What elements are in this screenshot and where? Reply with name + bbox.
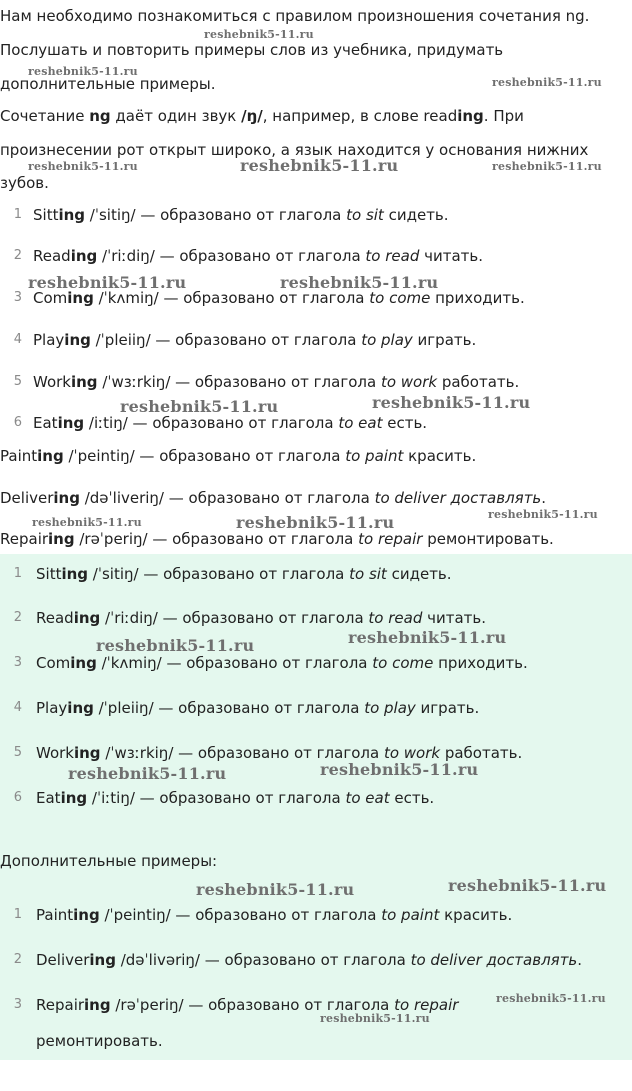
list-item-stem: Play <box>36 699 68 717</box>
answer-block-bottom <box>0 1058 632 1060</box>
list-item-ing: ing <box>53 489 80 507</box>
list-item-text <box>36 788 434 808</box>
list-item-verb: to come <box>369 289 431 307</box>
watermark: reshebnik5-11.ru <box>96 636 255 655</box>
list-item-ing: ing <box>58 206 86 224</box>
list-item-trans: /iːtiŋ/ — образовано от глагола <box>84 414 339 432</box>
watermark: reshebnik5-11.ru <box>68 764 227 783</box>
list-item-verb: to work <box>380 373 438 391</box>
list-item-verb: to come <box>372 654 434 672</box>
list-item-number: 6 <box>13 790 22 805</box>
list-item <box>0 205 632 225</box>
watermark: reshebnik5-11.ru <box>28 273 187 292</box>
list-item-number: 5 <box>13 374 22 389</box>
list-item <box>0 788 632 808</box>
list-item-ing: ing <box>89 951 116 969</box>
list-item-ru: ремонтировать. <box>422 530 554 548</box>
list-item <box>0 446 632 466</box>
list-item <box>0 698 632 718</box>
list-item-ing: ing <box>70 654 97 672</box>
list-item-ing: ing <box>67 289 94 307</box>
list-item-ru: . <box>577 951 583 969</box>
list-item-ing: ing <box>73 744 101 762</box>
list-item <box>0 653 632 673</box>
list-item-ing: ing <box>67 699 94 717</box>
list-item-number: 3 <box>13 290 22 305</box>
intro-line-2: Послушать и повторить примеры слов из учебника, придумать <box>0 41 504 59</box>
watermark: reshebnik5-11.ru <box>120 397 279 416</box>
list-item-trans: /dəˈlivəriŋ/ — образовано от глагола <box>115 951 411 969</box>
list-item <box>0 488 632 508</box>
rule-line-3: зубов. <box>0 174 49 192</box>
list-item-ru: приходить. <box>430 289 525 307</box>
list-item-number: 3 <box>13 655 22 670</box>
list-item-verb: to eat <box>338 414 383 432</box>
list-item-number: 5 <box>13 745 22 760</box>
list-item-trans: /ˈriːdiŋ/ — образовано от глагола <box>100 609 369 627</box>
list-item-ru: читать. <box>422 609 487 627</box>
list-item-stem: Com <box>36 654 71 672</box>
watermark: reshebnik5-11.ru <box>320 1012 430 1025</box>
list-item-trans: /ˈwɜːrkiŋ/ — образовано от глагола <box>100 744 384 762</box>
list-item-stem: Deliver <box>36 951 90 969</box>
list-item-number: 6 <box>13 415 22 430</box>
list-item-trans: /ˈiːtiŋ/ — образовано от глагола <box>87 789 346 807</box>
list-item-stem: Work <box>36 744 74 762</box>
list-item-stem: Read <box>33 247 71 265</box>
list-item-trans: /ˈpleiiŋ/ — образовано от глагола <box>90 331 362 349</box>
list-item-ing: ing <box>84 996 111 1014</box>
list-item-trans: /ˈwɜːrkiŋ/ — образовано от глагола <box>97 373 381 391</box>
list-item-number: 4 <box>13 332 22 347</box>
list-item-trans: /ˈriːdiŋ/ — образовано от глагола <box>97 247 366 265</box>
extra-heading: Дополнительные примеры: <box>0 852 218 870</box>
watermark: reshebnik5-11.ru <box>492 160 602 173</box>
list-item-verb: to play <box>361 331 413 349</box>
watermark: reshebnik5-11.ru <box>348 628 507 647</box>
list-item-text <box>33 246 483 266</box>
watermark: reshebnik5-11.ru <box>320 760 479 779</box>
list-item-trans: /ˈkʌmiŋ/ — образовано от глагола <box>93 289 370 307</box>
list-item-stem: Repair <box>36 996 85 1014</box>
watermark: reshebnik5-11.ru <box>488 508 598 521</box>
watermark: reshebnik5-11.ru <box>32 516 142 529</box>
list-item-ru: работать. <box>440 744 523 762</box>
list-item-ing: ing <box>73 906 100 924</box>
watermark: reshebnik5-11.ru <box>204 28 314 41</box>
list-item-text <box>36 564 452 584</box>
list-item <box>0 905 632 925</box>
list-item-trans: /ˈpeintiŋ/ — образовано от глагола <box>99 906 382 924</box>
list-item-ing: ing <box>61 565 89 583</box>
list-item-number: 1 <box>13 907 22 922</box>
list-item <box>0 246 632 266</box>
watermark: reshebnik5-11.ru <box>28 160 138 173</box>
list-item-ru: красить. <box>439 906 513 924</box>
list-item-trans: /ˈpleiiŋ/ — образовано от глагола <box>93 699 365 717</box>
list-item-trans: /ˈkʌmiŋ/ — образовано от глагола <box>96 654 373 672</box>
list-item-text <box>0 529 554 549</box>
list-item <box>0 564 632 584</box>
list-item-text <box>33 205 449 225</box>
list-item-trans: /dəˈliveriŋ/ — образовано от глагола <box>79 489 375 507</box>
list-item-number: 4 <box>13 700 22 715</box>
watermark: reshebnik5-11.ru <box>280 273 439 292</box>
list-item-verb: to eat <box>345 789 390 807</box>
list-item-trans: /rəˈperiŋ/ — образовано от глагола <box>110 996 395 1014</box>
watermark: reshebnik5-11.ru <box>496 992 606 1005</box>
list-item-verb: to repair <box>358 530 423 548</box>
rule-line-1: Сочетание ng даёт один звук /ŋ/, например, в слове reading. При <box>0 107 524 125</box>
intro-line-1: Нам необходимо познакомиться с правилом произношения сочетания ng. <box>0 7 590 25</box>
list-item-trans: /ˈsitiŋ/ — образовано от глагола <box>85 206 347 224</box>
list-item-number: 1 <box>13 207 22 222</box>
list-item-ru: красить. <box>403 447 477 465</box>
list-item-ing: ing <box>73 609 101 627</box>
list-item-stem: Eat <box>33 414 58 432</box>
list-item-text <box>33 372 519 392</box>
list-item-text <box>36 905 512 925</box>
list-item-text <box>36 608 486 628</box>
list-item-stem: Paint <box>36 906 74 924</box>
list-item-trans: /ˈpeintiŋ/ — образовано от глагола <box>63 447 346 465</box>
watermark: reshebnik5-11.ru <box>492 76 602 89</box>
watermark: reshebnik5-11.ru <box>372 393 531 412</box>
list-item-verb: to sit <box>346 206 384 224</box>
list-item-number: 2 <box>13 610 22 625</box>
watermark: reshebnik5-11.ru <box>448 876 607 895</box>
list-item-stem: Work <box>33 373 71 391</box>
list-item-stem: Read <box>36 609 74 627</box>
list-item-text <box>33 413 427 433</box>
list-item-ru: . <box>541 489 547 507</box>
list-item-verb: to read <box>365 247 420 265</box>
list-item-ru: приходить. <box>433 654 528 672</box>
list-item-text <box>33 330 476 350</box>
list-item-ru: читать. <box>419 247 484 265</box>
list-item-number: 2 <box>13 248 22 263</box>
list-item-ing: ing <box>60 789 88 807</box>
list-item-verb: to deliver доставлять <box>374 489 542 507</box>
list-item-text <box>36 698 479 718</box>
list-item-ru: сидеть. <box>383 206 449 224</box>
list-item-verb: to repair <box>394 996 459 1014</box>
list-item-ru: играть. <box>415 699 480 717</box>
watermark: reshebnik5-11.ru <box>240 156 399 175</box>
list-item-text <box>36 950 582 970</box>
list-item-stem: Sitt <box>36 565 62 583</box>
list-item-stem: Com <box>33 289 68 307</box>
list-item-stem: Paint <box>0 447 38 465</box>
list-item-verb: to read <box>368 609 423 627</box>
extra-list-wrap-line: ремонтировать. <box>36 1032 163 1050</box>
list-item <box>0 330 632 350</box>
list-item-verb: to play <box>364 699 416 717</box>
list-item-ru: есть. <box>389 789 435 807</box>
list-item-ing: ing <box>48 530 75 548</box>
list-item-stem: Sitt <box>33 206 59 224</box>
list-item-verb: to deliver доставлять <box>410 951 578 969</box>
list-item-text <box>36 653 528 673</box>
list-item-ing: ing <box>37 447 64 465</box>
list-item-ru: сидеть. <box>386 565 452 583</box>
list-item-ing: ing <box>64 331 91 349</box>
rule-line-2: произнесении рот открыт широко, а язык находится у основания нижних <box>0 141 589 159</box>
watermark: reshebnik5-11.ru <box>236 513 395 532</box>
list-item-ing: ing <box>57 414 85 432</box>
list-item <box>0 950 632 970</box>
watermark: reshebnik5-11.ru <box>196 880 355 899</box>
list-item-trans: /ˈsitiŋ/ — образовано от глагола <box>88 565 350 583</box>
list-item-ing: ing <box>70 373 98 391</box>
list-item-stem: Repair <box>0 530 49 548</box>
list-item-stem: Play <box>33 331 65 349</box>
list-item <box>0 743 632 763</box>
list-item <box>0 608 632 628</box>
list-item-verb: to work <box>383 744 441 762</box>
list-item-text <box>0 488 546 508</box>
list-item-stem: Deliver <box>0 489 54 507</box>
intro-line-3: дополнительные примеры. <box>0 75 216 93</box>
list-item <box>0 413 632 433</box>
list-item-ru: есть. <box>382 414 428 432</box>
list-item-number: 3 <box>13 997 22 1012</box>
list-item-ru: работать. <box>437 373 520 391</box>
list-item <box>0 529 632 549</box>
list-item <box>0 372 632 392</box>
list-item-text <box>0 446 476 466</box>
list-item-verb: to paint <box>381 906 440 924</box>
list-item-verb: to sit <box>349 565 387 583</box>
list-item-number: 1 <box>13 566 22 581</box>
list-item-ru: играть. <box>412 331 477 349</box>
list-item-stem: Eat <box>36 789 61 807</box>
list-item-trans: /rəˈperiŋ/ — образовано от глагола <box>74 530 359 548</box>
list-item-verb: to paint <box>345 447 404 465</box>
list-item-ing: ing <box>70 247 98 265</box>
watermark: reshebnik5-11.ru <box>28 65 138 78</box>
list-item-number: 2 <box>13 952 22 967</box>
